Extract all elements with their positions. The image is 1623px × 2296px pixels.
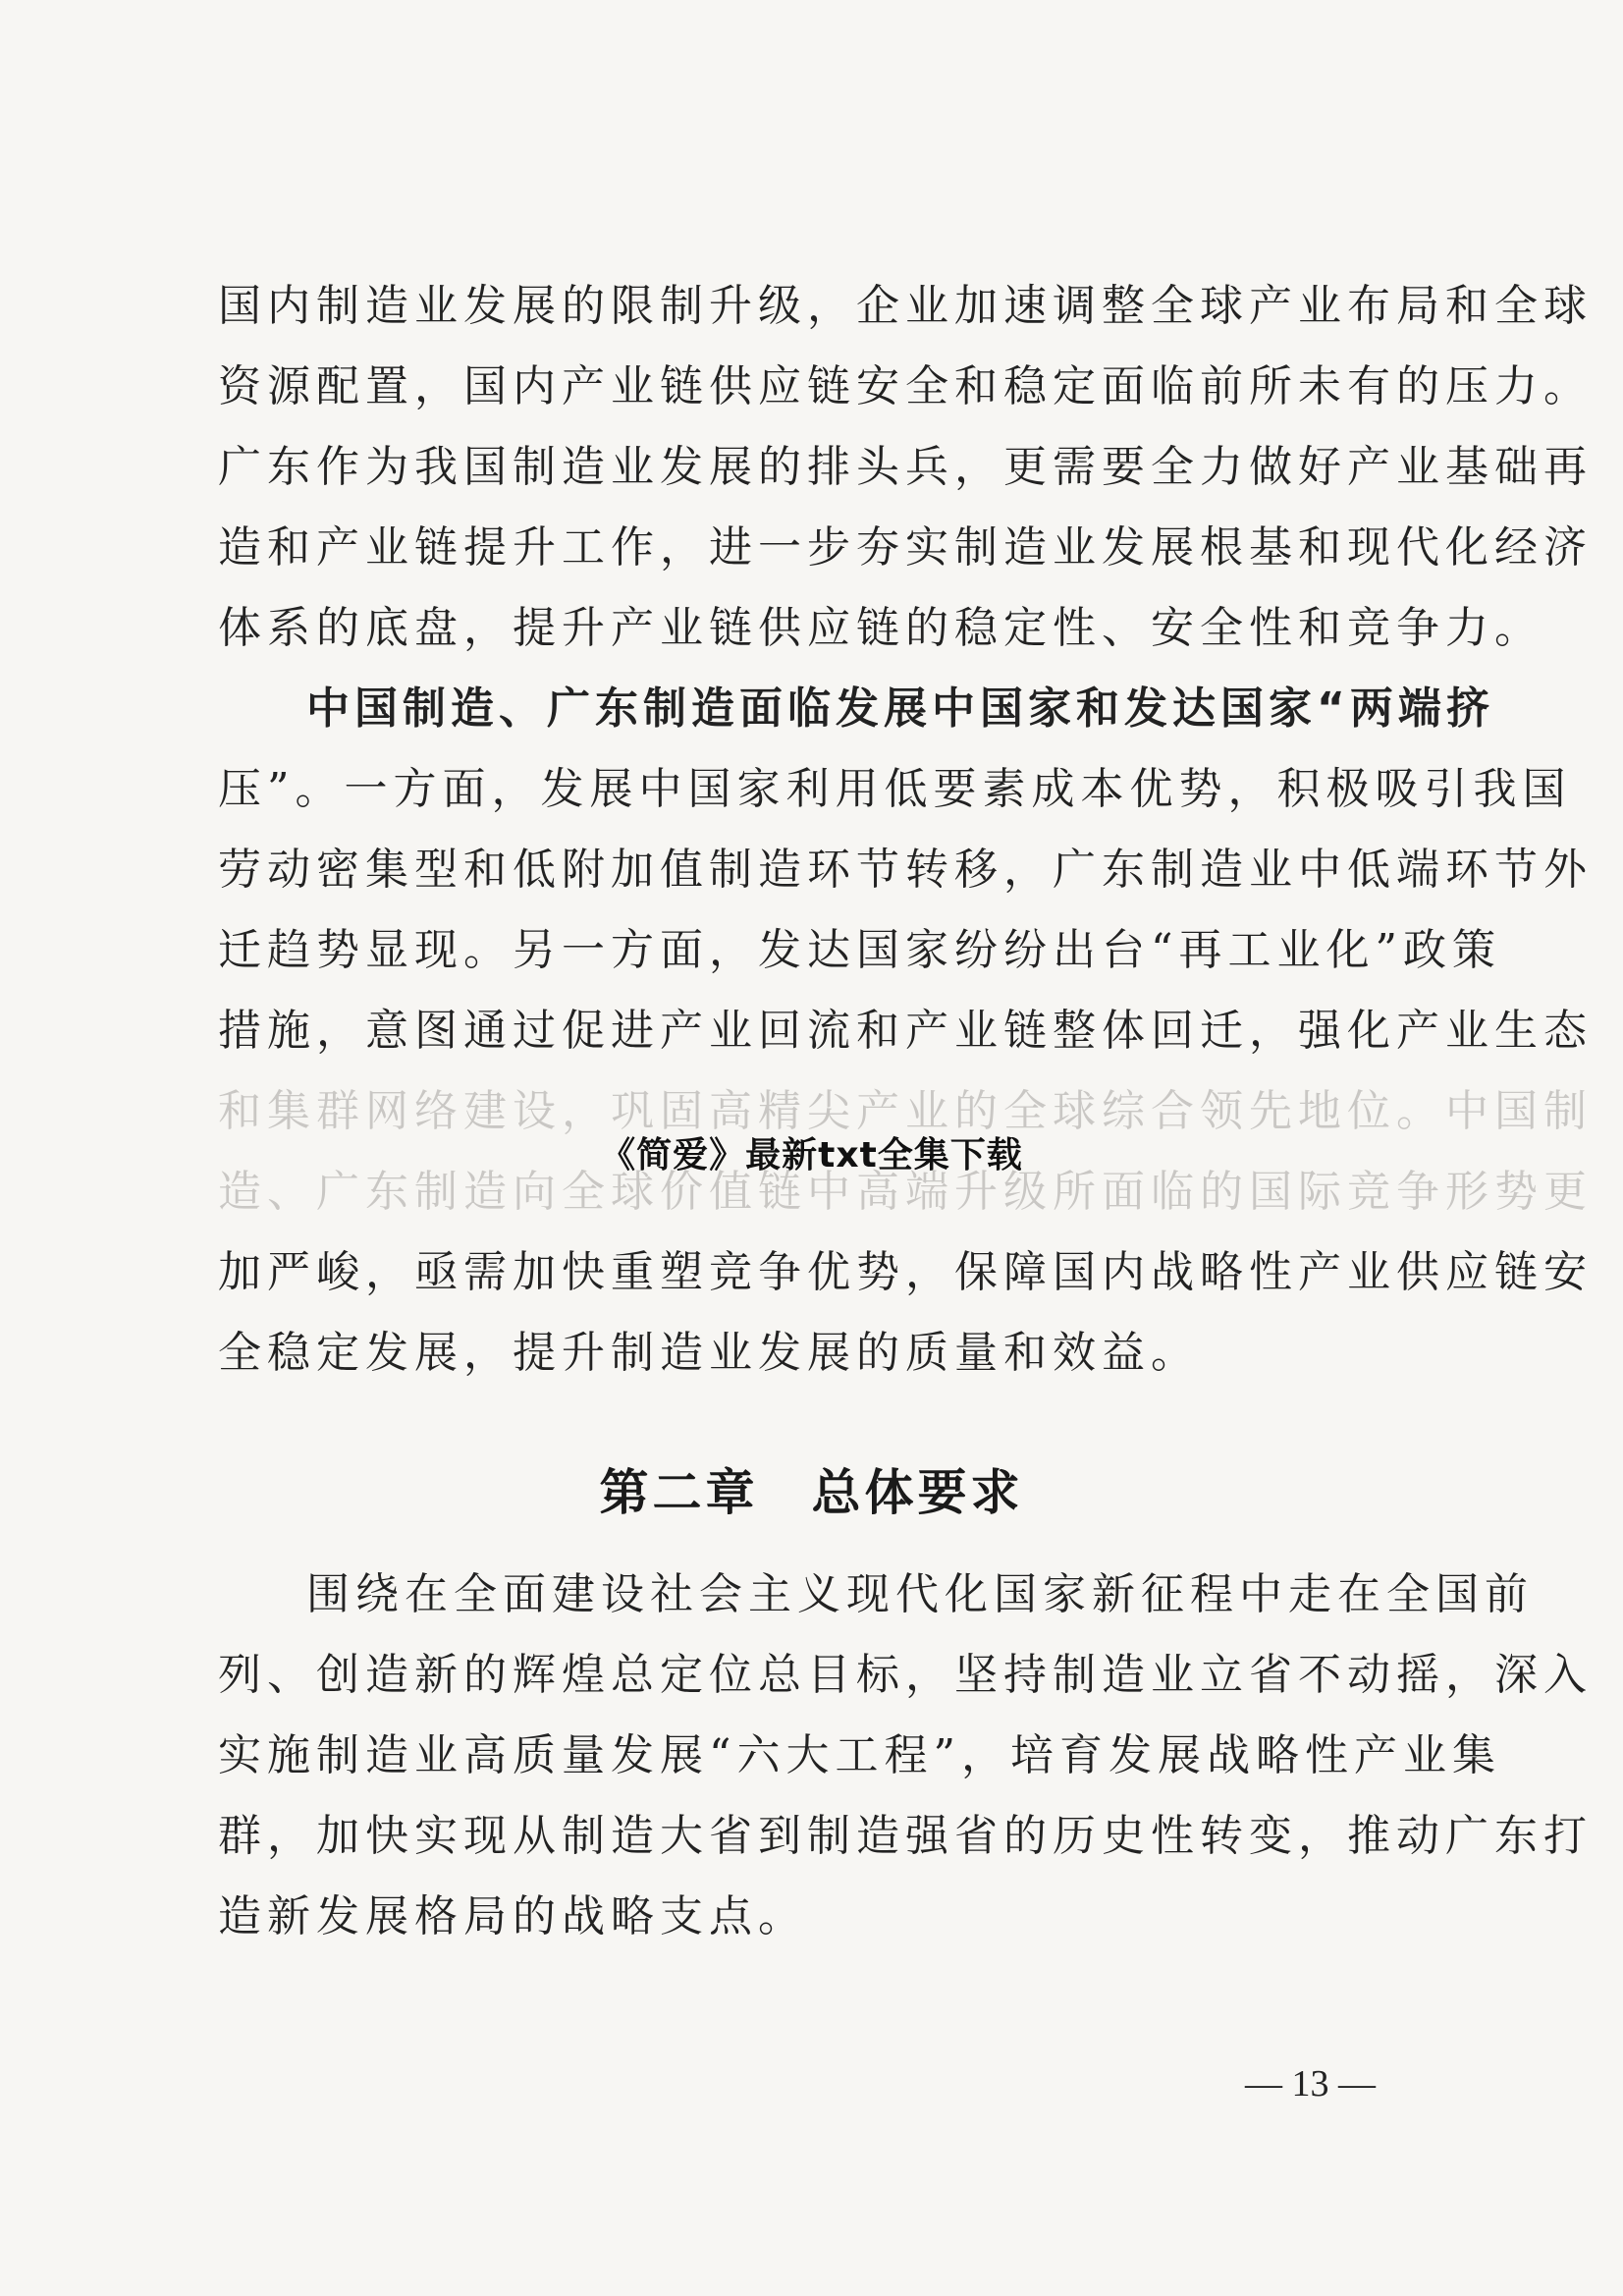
watermark-text: 《简爱》最新txt全集下载 bbox=[600, 1135, 1023, 1175]
paragraph-1-line-3: 广东作为我国制造业发展的排头兵，更需要全力做好产业基础再 bbox=[218, 442, 1593, 492]
paragraph-2-line-8: 加严峻，亟需加快重塑竞争优势，保障国内战略性产业供应链安 bbox=[218, 1247, 1593, 1297]
paragraph-3-line-3: 实施制造业高质量发展“六大工程”，培育发展战略性产业集 bbox=[218, 1730, 1501, 1780]
paragraph-3-line-2: 列、创造新的辉煌总定位总目标，坚持制造业立省不动摇，深入 bbox=[218, 1650, 1593, 1700]
paragraph-1-line-5: 体系的底盘，提升产业链供应链的稳定性、安全性和竞争力。 bbox=[218, 603, 1543, 653]
paragraph-2-line-9: 全稳定发展，提升制造业发展的质量和效益。 bbox=[218, 1328, 1200, 1378]
paragraph-2-line-4: 迁趋势显现。另一方面，发达国家纷纷出台“再工业化”政策 bbox=[218, 925, 1501, 975]
paragraph-2-line-6: 和集群网络建设，巩固高精尖产业的全球综合领先地位。中国制 bbox=[218, 1086, 1593, 1136]
chapter-title: 第二章 总体要求 bbox=[599, 1463, 1024, 1521]
paragraph-2-line-2: 压”。一方面，发展中国家利用低要素成本优势，积极吸引我国 bbox=[218, 764, 1572, 814]
paragraph-1-line-4: 造和产业链提升工作，进一步夯实制造业发展根基和现代化经济 bbox=[218, 522, 1593, 573]
paragraph-2-line-7: 造、广东制造向全球价值链中高端升级所面临的国际竞争形势更 bbox=[218, 1167, 1593, 1217]
paragraph-3-line-5: 造新发展格局的战略支点。 bbox=[218, 1891, 807, 1941]
paragraph-3-line-4: 群，加快实现从制造大省到制造强省的历史性转变，推动广东打 bbox=[218, 1811, 1593, 1861]
paragraph-3-line-1: 围绕在全面建设社会主义现代化国家新征程中走在全国前 bbox=[306, 1569, 1534, 1619]
paragraph-1-line-2: 资源配置，国内产业链供应链安全和稳定面临前所未有的压力。 bbox=[218, 361, 1593, 411]
paragraph-2-line-1: 中国制造、广东制造面临发展中国家和发达国家“两端挤 bbox=[306, 683, 1494, 734]
paragraph-2-line-5: 措施，意图通过促进产业回流和产业链整体回迁，强化产业生态 bbox=[218, 1006, 1593, 1056]
paragraph-1-line-1: 国内制造业发展的限制升级，企业加速调整全球产业布局和全球 bbox=[218, 281, 1593, 331]
page-number: — 13 — bbox=[1245, 2063, 1376, 2105]
paragraph-2-line-3: 劳动密集型和低附加值制造环节转移，广东制造业中低端环节外 bbox=[218, 845, 1593, 895]
